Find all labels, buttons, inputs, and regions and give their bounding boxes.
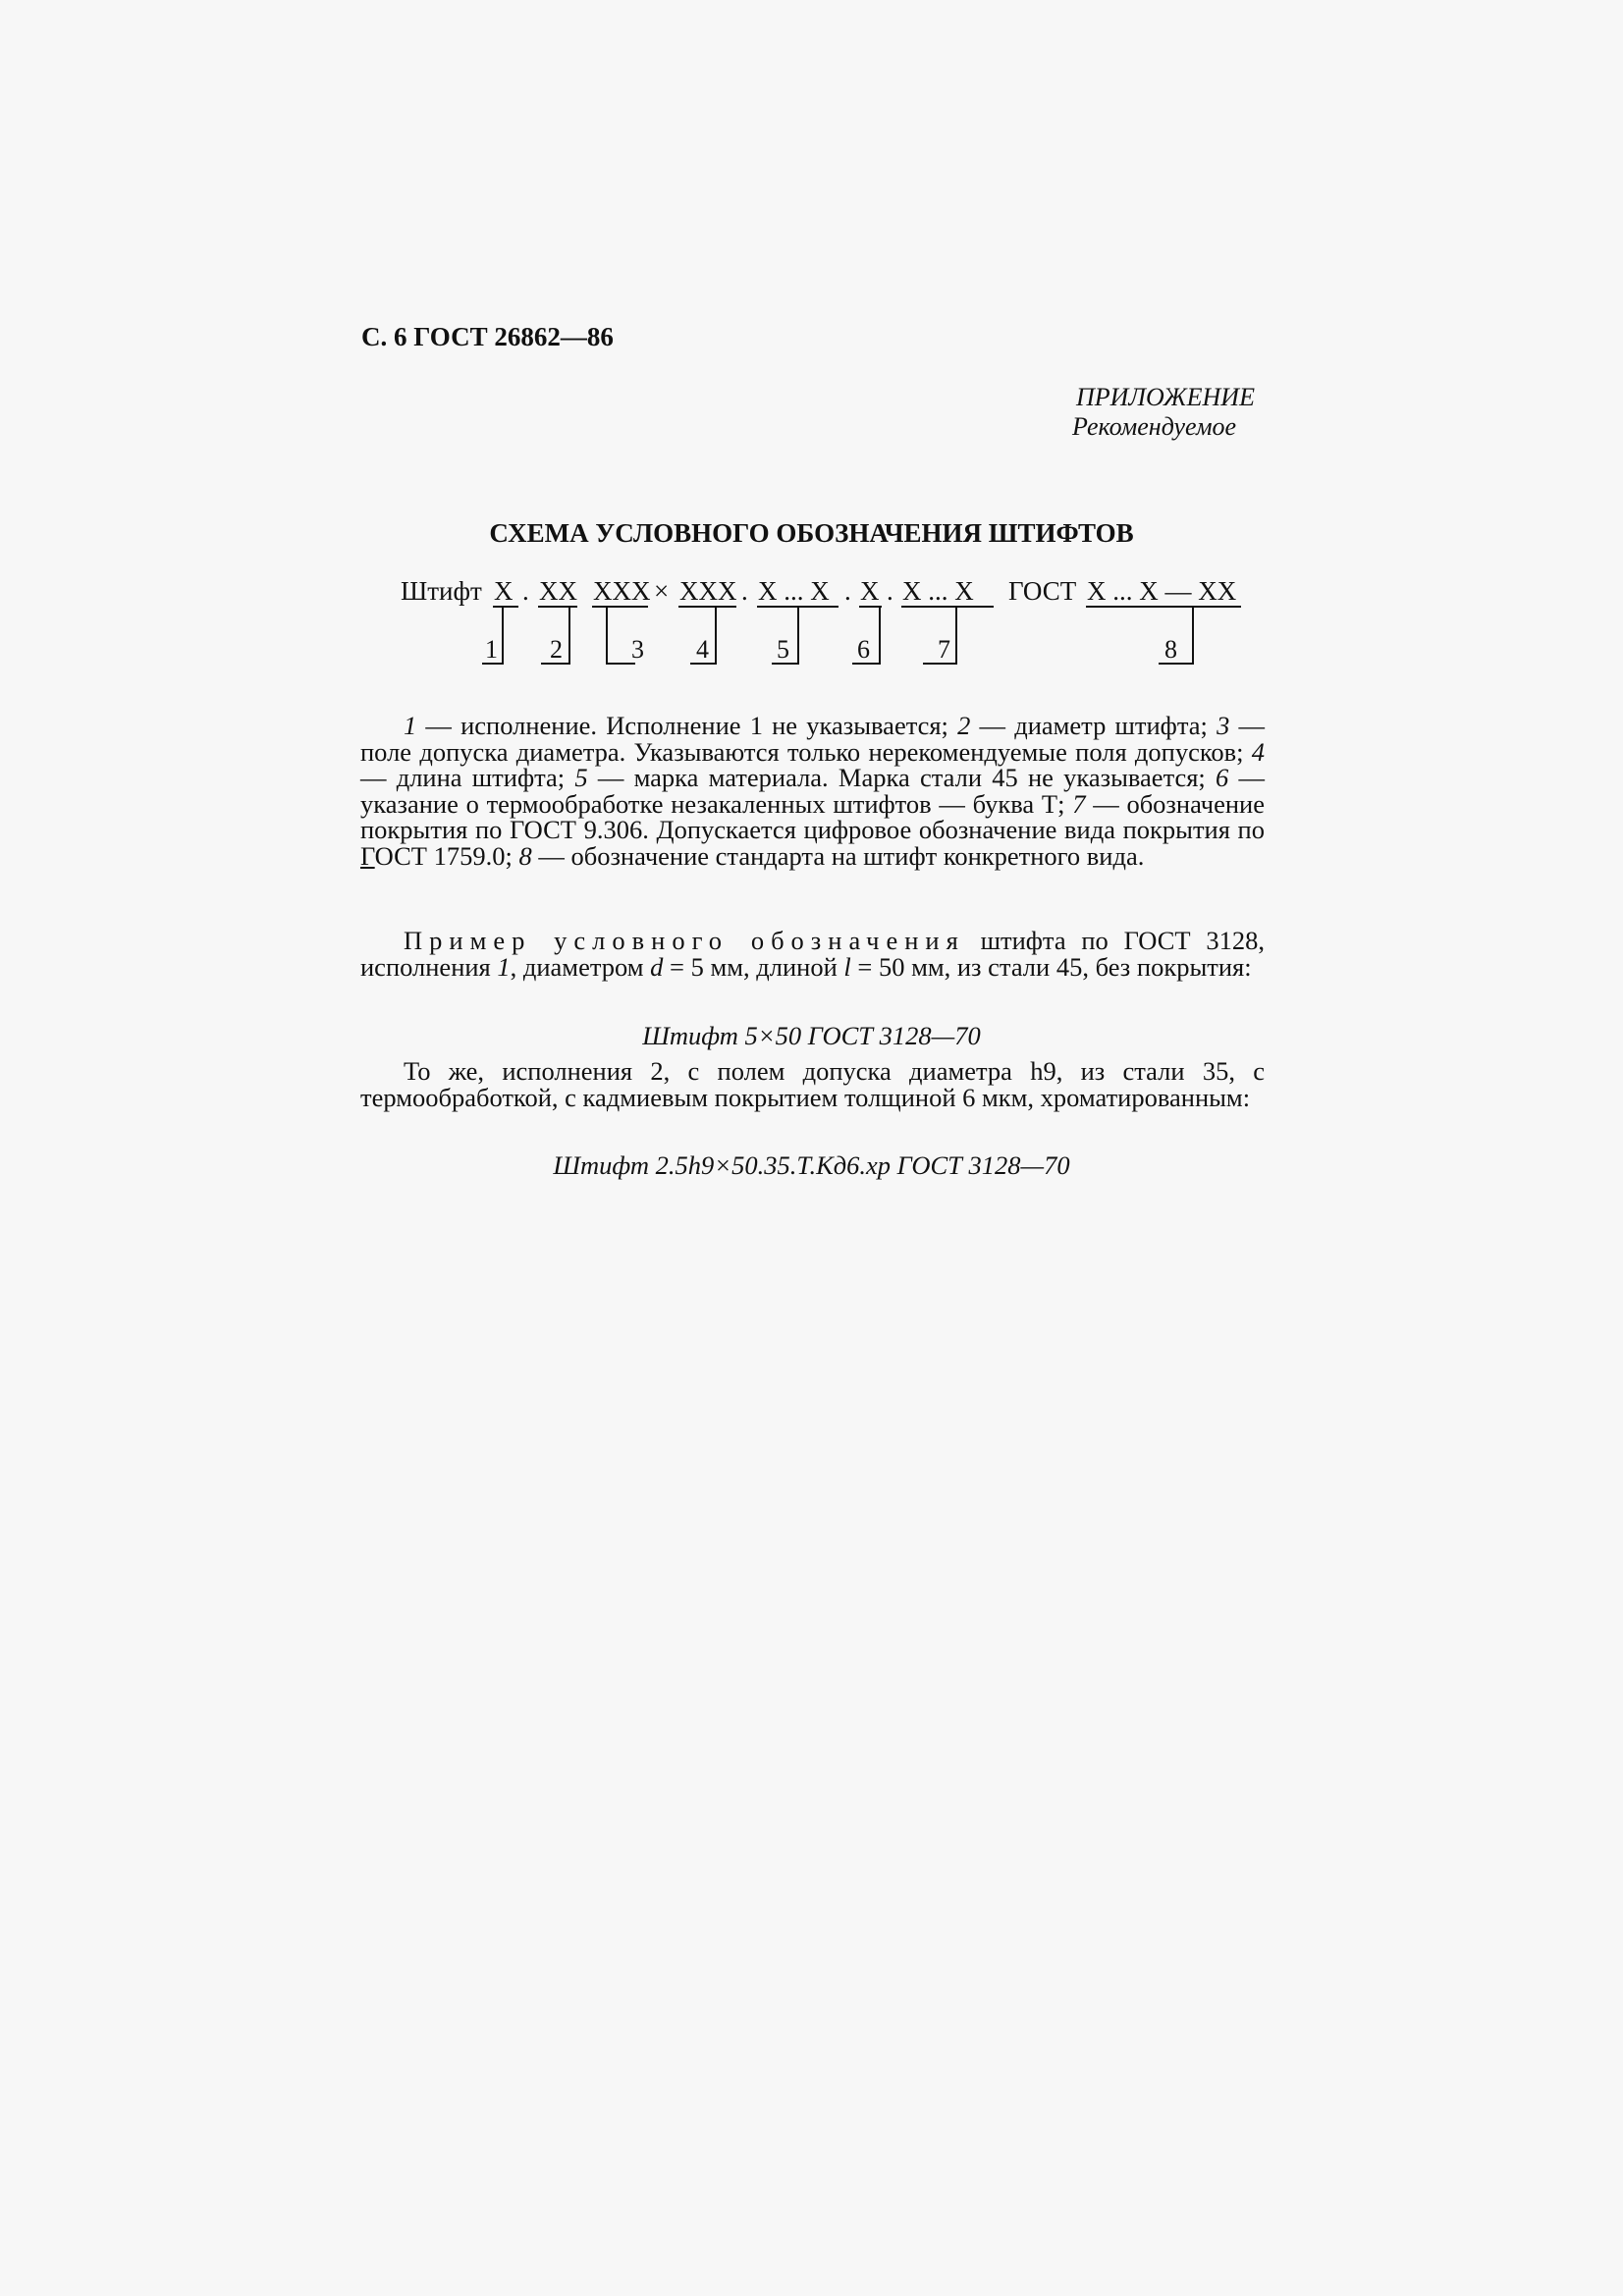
- scheme-prefix: Штифт: [401, 576, 482, 606]
- scheme-field-5: Х ... Х: [758, 576, 830, 606]
- page-header: С. 6 ГОСТ 26862—86: [361, 322, 614, 351]
- item-text: — указание о термообработке незакаленных штифтов — буква Т;: [360, 763, 1265, 819]
- scheme-field-1: Х: [494, 576, 514, 606]
- appendix-title: ПРИЛОЖЕНИЕ: [1076, 383, 1255, 411]
- scheme-number-5: 5: [777, 635, 789, 664]
- item-number: 1: [404, 711, 417, 740]
- item-text: — обозначение стандарта на штифт конкретного вида.: [531, 840, 1145, 871]
- section-title: СХЕМА УСЛОВНОГО ОБОЗНАЧЕНИЯ ШТИФТОВ: [489, 518, 1134, 548]
- appendix-label: [1072, 383, 1255, 442]
- example-symbol-d: d: [650, 951, 664, 982]
- example-symbol-l: l: [843, 951, 851, 982]
- scheme-dot: .: [522, 576, 529, 606]
- item-text: — диаметр штифта;: [970, 711, 1217, 740]
- scheme-field-6: Х: [860, 576, 880, 606]
- designation-scheme: [0, 567, 1623, 675]
- appendix-status: Рекомендуемое: [1072, 412, 1237, 441]
- example-heading: Пример условного обозначения: [404, 926, 965, 955]
- item-number: 7: [1072, 788, 1086, 819]
- scheme-number-4: 4: [696, 635, 709, 664]
- item-text: — поле допуска диаметра. Указываются только нерекомендуемые поля допусков;: [360, 711, 1266, 767]
- scheme-field-3: ХХХ: [593, 576, 651, 606]
- item-number: 3: [1217, 711, 1230, 740]
- example-text: , диаметром: [510, 951, 651, 982]
- scheme-number-3: 3: [631, 635, 644, 664]
- scheme-field-8: Х ... Х — ХХ: [1087, 576, 1237, 606]
- example-text: = 5 мм, длиной: [663, 951, 844, 982]
- example-designation-1: Штифт 5×50 ГОСТ 3128—70: [642, 1021, 981, 1050]
- item-number: 6: [1216, 763, 1229, 792]
- scheme-field-2: ХХ: [539, 576, 577, 606]
- example-text: штифта по ГОСТ 3128, исполнения: [360, 926, 1265, 982]
- item-number: 4: [1251, 736, 1265, 767]
- scheme-dot: .: [887, 576, 893, 606]
- item-number: 8: [518, 840, 532, 871]
- scheme-number-7: 7: [938, 635, 950, 664]
- scheme-number-2: 2: [550, 635, 563, 664]
- item-text: ОСТ 1759.0;: [374, 840, 519, 871]
- scheme-field-7: Х ... Х: [902, 576, 974, 606]
- scheme-explanation: [360, 713, 1265, 869]
- scheme-dot: .: [844, 576, 851, 606]
- example-paragraph: [360, 928, 1265, 980]
- example-text: = 50 мм, из стали 45, без покрытия:: [850, 951, 1252, 982]
- item-text: — обозначение покрытия по ГОСТ 9.306. Допускается цифровое обозначение вида покрытия по: [360, 788, 1265, 844]
- scheme-gost: ГОСТ: [1008, 576, 1077, 606]
- scheme-number-6: 6: [857, 635, 870, 664]
- scheme-number-8: 8: [1164, 635, 1177, 664]
- item-text: — длина штифта;: [360, 763, 575, 792]
- item-number: 5: [574, 763, 588, 792]
- second-example-paragraph: [360, 1058, 1265, 1110]
- scheme-diagram: [0, 567, 1623, 675]
- scheme-dot: .: [741, 576, 748, 606]
- item-text: — исполнение. Исполнение 1 не указывается;: [416, 711, 958, 740]
- scheme-number-1: 1: [485, 635, 498, 664]
- scheme-times: ×: [654, 576, 670, 606]
- scheme-field-4: ХХХ: [679, 576, 737, 606]
- example-designation-2: Штифт 2.5h9×50.35.Т.Кд6.хр ГОСТ 3128—70: [553, 1150, 1070, 1180]
- item-text: — марка материала. Марка стали 45 не указывается;: [587, 763, 1217, 792]
- item-text-underlined: Г: [360, 840, 375, 871]
- item-number: 2: [957, 711, 971, 740]
- example-variant: 1: [497, 951, 511, 982]
- second-example-text: То же, исполнения 2, с полем допуска диаметра h9, из стали 35, с термообработкой, с кадмиевым покрытием толщиной 6 мкм, хроматированным:: [360, 1056, 1265, 1112]
